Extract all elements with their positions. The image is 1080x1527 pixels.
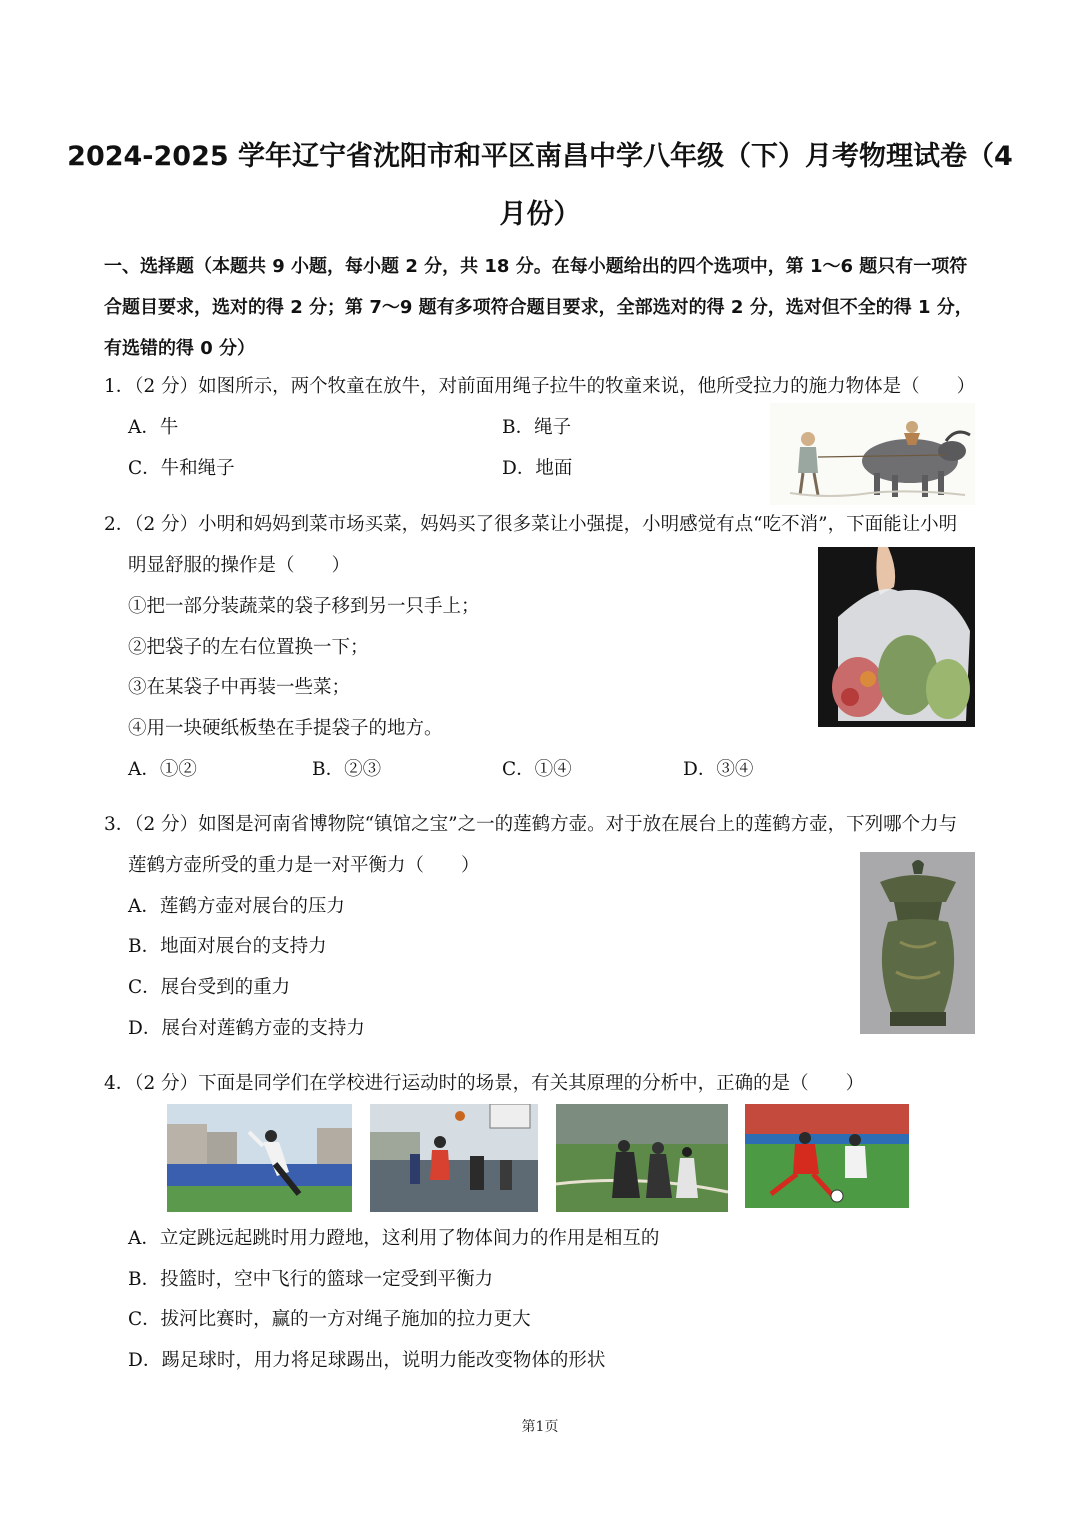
q2-stem-line-1: 2．（2 分）小明和妈妈到菜市场买菜，妈妈买了很多菜让小强提，小明感觉有点“吃不消”，下面能让小明 [104,514,958,535]
q4-stem: 4．（2 分）下面是同学们在学校进行运动时的场景，有关其原理的分析中，正确的是（ ） [104,1073,865,1094]
q2-statement-4: ④用一块硬纸板垫在手提袋子的地方。 [128,718,443,739]
q2-option-a: A．①② [128,759,197,780]
title-line-1: 2024-2025 学年辽宁省沈阳市和平区南昌中学八年级（下）月考物理试卷（4 [67,141,1013,172]
q4-option-a: A．立定跳远起跳时用力蹬地，这利用了物体间力的作用是相互的 [128,1228,660,1249]
exam-title [60,128,1020,244]
q2-option-b: B．②③ [312,759,382,780]
q3-option-c: C．展台受到的重力 [128,977,291,998]
herdsmen-buffalo-image [770,403,975,505]
q4-option-d: D．踢足球时，用力将足球踢出，说明力能改变物体的形状 [128,1350,606,1371]
q3-stem-line-2: 莲鹤方壶所受的重力是一对平衡力（ ） [128,855,480,876]
standing-long-jump-image [167,1104,352,1212]
q2-option-c: C．①④ [502,759,572,780]
q2-statement-1: ①把一部分装蔬菜的袋子移到另一只手上； [128,596,480,617]
title-line-2: 月份） [499,199,581,230]
q4-option-c: C．拔河比赛时，赢的一方对绳子施加的拉力更大 [128,1309,531,1330]
lotus-crane-square-pot-image [860,852,975,1034]
section-line-3: 有选错的得 0 分） [104,338,256,359]
q1-stem: 1．（2 分）如图所示，两个牧童在放牛，对前面用绳子拉牛的牧童来说，他所受拉力的施力物体是（ ） [104,376,976,397]
q3-option-d: D．展台对莲鹤方壶的支持力 [128,1018,365,1039]
q2-statement-3: ③在某袋子中再装一些菜； [128,677,351,698]
page-number: 第1页 [521,1419,559,1435]
q1-option-d: D．地面 [502,458,573,479]
section-line-2: 合题目要求，选对的得 2 分；第 7～9 题有多项符合题目要求，全部选对的得 2 分，选对但不全的得 1 分， [104,297,973,318]
section-heading [104,246,984,369]
q1-option-c: C．牛和绳子 [128,458,235,479]
q2-statement-2: ②把袋子的左右位置换一下； [128,637,369,658]
q3-option-a: A．莲鹤方壶对展台的压力 [128,896,345,917]
q4-option-b: B．投篮时，空中飞行的篮球一定受到平衡力 [128,1269,494,1290]
vegetable-bags-image [818,547,975,727]
q3-stem-line-1: 3．（2 分）如图是河南省博物院“镇馆之宝”之一的莲鹤方壶。对于放在展台上的莲鹤方壶，下列哪个力与 [104,814,958,835]
q2-stem-line-2: 明显舒服的操作是（ ） [128,555,351,576]
q2-option-d: D．③④ [683,759,754,780]
q1-option-a: A．牛 [128,417,179,438]
section-line-1: 一、选择题（本题共 9 小题，每小题 2 分，共 18 分。在每小题给出的四个选项中，第 1～6 题只有一项符 [104,256,968,277]
tug-of-war-image [556,1104,728,1212]
soccer-kick-image [745,1104,909,1208]
q1-option-b: B．绳子 [502,417,572,438]
basketball-shooting-image [370,1104,538,1212]
q3-option-b: B．地面对展台的支持力 [128,936,327,957]
